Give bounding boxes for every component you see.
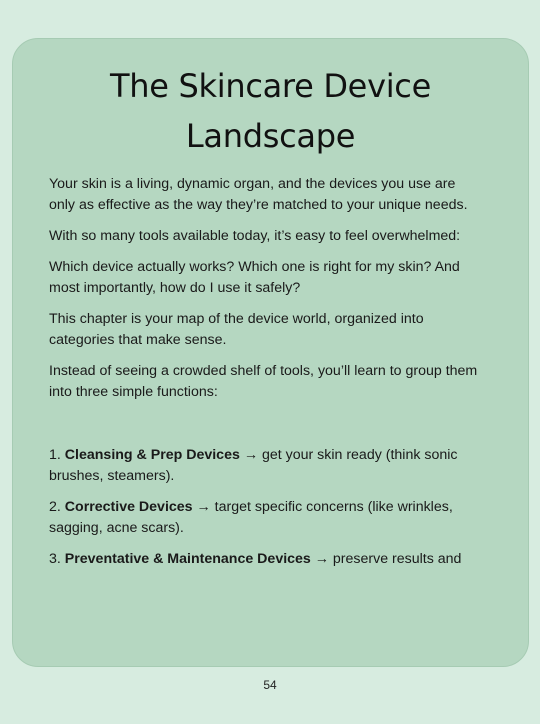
chapter-title-line-2: Landscape	[185, 117, 356, 155]
paragraph-intro: Your skin is a living, dynamic organ, and the devices you use are only as effective as the way they’re matched to your unique needs.	[49, 176, 468, 213]
chapter-title-line-1: The Skincare Device	[110, 67, 431, 105]
page-number: 54	[263, 678, 277, 692]
function-description: → target specific concerns (like wrinkles, sagging, acne scars).	[49, 499, 453, 536]
function-item-preventative	[49, 549, 479, 570]
chapter-body	[49, 174, 479, 580]
function-name: Preventative & Maintenance Devices	[64, 551, 311, 567]
paragraph-three-functions: Instead of seeing a crowded shelf of tools, you’ll learn to group them into three simple functions:	[49, 363, 478, 400]
paragraph-overwhelmed: With so many tools available today, it’s easy to feel overwhelmed:	[49, 228, 461, 244]
paragraph-chapter-map: This chapter is your map of the device world, organized into categories that make sense.	[49, 311, 424, 348]
function-description: → preserve results and	[314, 551, 462, 567]
function-number: 3.	[49, 551, 61, 567]
function-number: 1.	[49, 447, 61, 463]
function-name: Corrective Devices	[64, 499, 193, 515]
function-item-corrective	[49, 497, 479, 539]
paragraph-questions: Which device actually works? Which one is right for my skin? And most importantly, how do I use it safely?	[49, 259, 460, 296]
function-description: → get your skin ready (think sonic brushes, steamers).	[49, 447, 458, 484]
chapter-title	[13, 61, 528, 161]
function-item-cleansing	[49, 445, 479, 487]
function-name: Cleansing & Prep Devices	[64, 447, 240, 463]
function-number: 2.	[49, 499, 61, 515]
